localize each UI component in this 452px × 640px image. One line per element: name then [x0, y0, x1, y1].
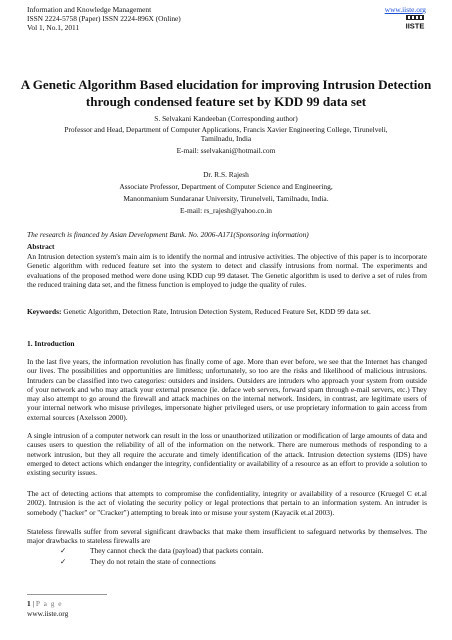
paragraph-4: Stateless firewalls suffer from several significant drawbacks that make them insufficient to safeguard networks by themselves. The major drawbacks to stateless firewalls are: [27, 527, 427, 546]
logo-text: IISTE: [405, 21, 425, 30]
header-right: [385, 5, 426, 35]
list-item: [60, 546, 263, 555]
bullet-text: They cannot check the data (payload) that packets contain.: [90, 546, 264, 555]
checkmark-icon: ✓: [60, 546, 67, 555]
author1-name: S. Selvakani Kandeeban (Corresponding author): [154, 114, 298, 123]
page-number: 1: [27, 599, 31, 608]
footer-divider: [27, 594, 107, 595]
footer-url[interactable]: www.iiste.org: [27, 608, 69, 618]
header-url-link[interactable]: www.iiste.org: [384, 5, 426, 14]
author2-email: E-mail: rs_rajesh@yahoo.co.in: [180, 206, 272, 215]
section-heading-introduction: 1. Introduction: [27, 339, 75, 348]
abstract-heading: Abstract: [27, 242, 55, 251]
abstract-text: An Intrusion detection system's main aim is to identify the normal and intrusive activities. The objective of this paper is to incorporate Genetic algorithm with reduced feature set into the system to detect and classify intrusions from normal. The experiments and evaluations of the proposed method were done using KDD cup 99 dataset. The Genetic algorithm is used to derive a set of rules from the reduced training data set, and the fitness function is employed to judge the quality of rules.: [27, 252, 427, 289]
checkmark-icon: ✓: [60, 557, 67, 566]
journal-issn: ISSN 2224-5758 (Paper) ISSN 2224-896X (Online): [27, 14, 181, 24]
keywords: [27, 307, 427, 316]
journal-volume: Vol 1, No.1, 2011: [27, 23, 80, 33]
paper-title: A Genetic Algorithm Based elucidation for improving Intrusion Detection through condensed feature set by KDD 99 data set: [20, 77, 432, 109]
page-footer: 1 | P a g e www.iiste.org: [27, 599, 69, 618]
keywords-text: Genetic Algorithm, Detection Rate, Intrusion Detection System, Reduced Feature Set, KDD 99 data set.: [63, 307, 371, 316]
journal-name: Information and Knowledge Management: [27, 5, 152, 14]
paragraph-3: The act of detecting actions that attempts to compromise the confidentiality, integrity or availability of a resource (Kruegel C et.al 2002). Intrusion is the act of violating the security policy or legal protections that pertain to an information system. An intruder is somebody ("hacker" or "Cracker") attempting to break into or misuse your system (Kayacik et.al 2003).: [27, 489, 427, 517]
author2-affiliation-2: Manonmanium Sundaranar University, Tirunelveli, Tamilnadu, India.: [123, 194, 329, 203]
list-item: [60, 557, 216, 566]
author1-affiliation: Professor and Head, Department of Computer Applications, Francis Xavier Engineering College, Tirunelveli, Tamilnadu, India: [64, 125, 388, 144]
iiste-logo-icon: [404, 15, 426, 35]
paragraph-1: In the last five years, the information revolution has finally come of age. More than ever before, we see that the Internet has changed our lives. The possibilities and opportunities are limitless; unfortunately, so too are the risks and likelihood of malicious intrusions. Intruders can be classified into two categories: outsiders and insiders. Outsiders are intruders who approach your system from outside of your network and who may attack your external presence (ie. deface web servers, forward spam through e-mail servers, etc.) They may also attempt to go around the firewall and attack machines on the internal network. Insiders, in contrast, are legitimate users of your internal network who misuse privileges, impersonate higher privileged users, or use proprietary information to gain access from external sources (Axelsson 2000).: [27, 357, 427, 422]
page-label: P a g e: [35, 599, 63, 608]
author2-name: Dr. R.S. Rajesh: [203, 170, 249, 179]
author2-affiliation-1: Associate Professor, Department of Computer Science and Engineering,: [119, 182, 333, 191]
funding-note: The research is financed by Asian Development Bank. No. 2006-A171(Sponsoring information): [27, 230, 309, 239]
author1-email: E-mail: sselvakani@hotmail.com: [176, 146, 276, 155]
paragraph-2: A single intrusion of a computer network can result in the loss or unauthorized utilization or modification of large amounts of data and causes users to question the reliability of all of the information on the network. There are numerous methods of responding to a network intrusion, but they all require the accurate and timely identification of the attack. Intrusion detection systems (IDS) have emerged to detect actions which endanger the integrity, confidentiality or availability of a resource as an effort to provide a solution to existing security issues.: [27, 431, 427, 478]
keywords-label: Keywords:: [27, 307, 62, 316]
journal-header: [27, 5, 181, 33]
bullet-text: They do not retain the state of connections: [90, 557, 216, 566]
